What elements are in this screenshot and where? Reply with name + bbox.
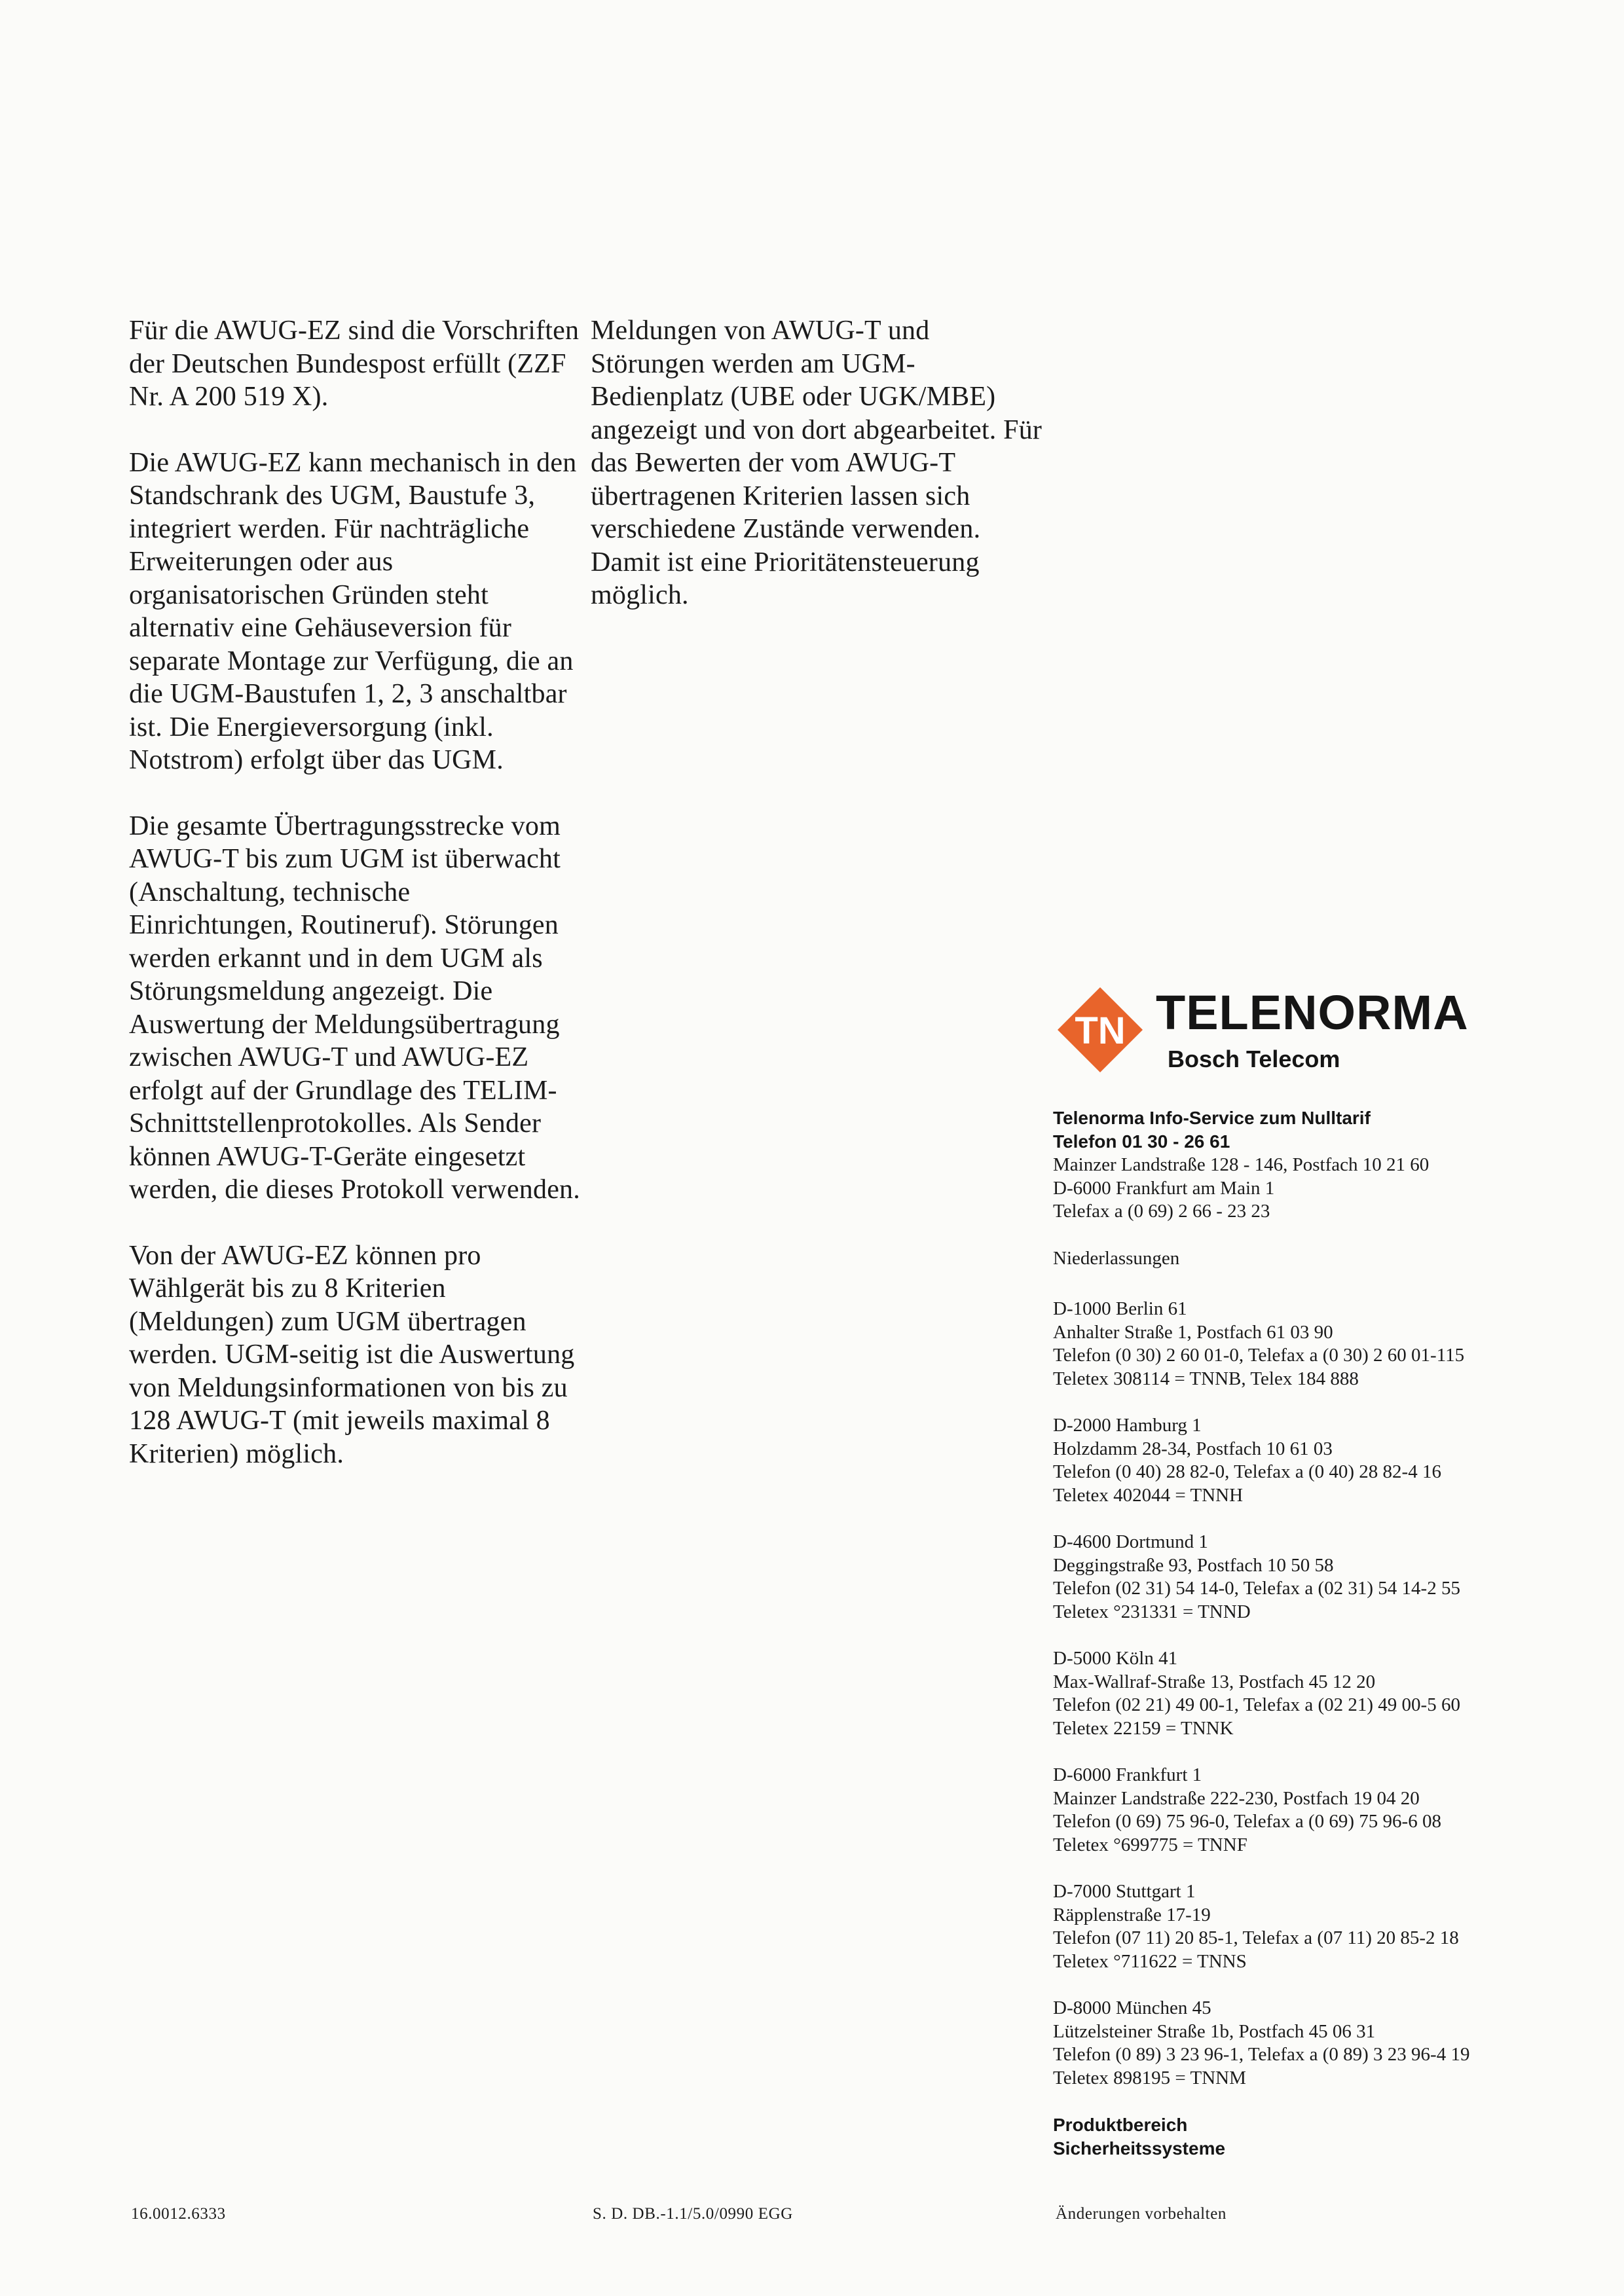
paragraph-meldungen: Meldungen von AWUG-T und Störungen werden am UGM-Bedienplatz (UBE oder UGK/MBE) angezeigt und von dort abgearbeitet. Für das Bewerten der vom AWUG-T übertragenen Kriterien lassen sich verschiedene Zustände verwenden. Damit ist eine Prioritätensteuerung möglich. — [591, 316, 1043, 610]
text-column-right — [591, 314, 1043, 645]
branch-telex: Teletex 402044 = TNNH — [1053, 1484, 1244, 1506]
footer-doc-number: 16.0012.6333 — [131, 2205, 226, 2223]
text-column-left — [129, 314, 581, 1503]
branch-telex: Teletex 898195 = TNNM — [1053, 2067, 1246, 2088]
branch-address: Holzdamm 28-34, Postfach 10 61 03 — [1053, 1438, 1333, 1459]
footer-print-code: S. D. DB.-1.1/5.0/0990 EGG — [593, 2205, 793, 2223]
paragraph-uebertragung: Die gesamte Übertragungsstrecke vom AWUG-T bis zum UGM ist überwacht (Anschaltung, technische Einrichtungen, Routineruf). Störungen werden erkannt und in dem UGM als Störungsmeldung angezeigt. Die Auswertung der Meldungsübertragung zwischen AWUG-T und AWUG-EZ erfolgt auf der Grundlage des TELIM-Schnittstellenprotokolles. Als Sender können AWUG-T-Geräte eingesetzt werden, die dieses Protokoll verwenden. — [129, 811, 580, 1205]
branch-phone: Telefon (07 11) 20 85-1, Telefax a (07 11) 20 85-2 18 — [1053, 1927, 1459, 1948]
branch-telex: Teletex °231331 = TNND — [1053, 1601, 1251, 1622]
branch-phone: Telefon (0 40) 28 82-0, Telefax a (0 40) 28 82-4 16 — [1053, 1461, 1441, 1482]
branch-koeln — [1053, 1647, 1551, 1740]
paragraph-montage: Die AWUG-EZ kann mechanisch in den Standschrank des UGM, Baustufe 3, integriert werden. Für nachträgliche Erweiterungen oder aus organisatorischen Gründen steht alternativ eine Gehäuseversion für separate Montage zur Verfügung, die an die UGM-Baustufen 1, 2, 3 anschaltbar ist. Die Energieversorgung (inkl. Notstrom) erfolgt über das UGM. — [129, 447, 577, 775]
info-service-city: D-6000 Frankfurt am Main 1 — [1053, 1177, 1275, 1199]
paragraph-kriterien: Von der AWUG-EZ können pro Wählgerät bis zu 8 Kriterien (Meldungen) zum UGM übertragen werden. UGM-seitig ist die Auswertung von Meldungsinformationen von bis zu 128 AWUG-T (mit jeweils maximal 8 Kriterien) möglich. — [129, 1240, 575, 1469]
branch-address: Anhalter Straße 1, Postfach 61 03 90 — [1053, 1321, 1333, 1343]
brand-name: TELENORMA — [1156, 985, 1469, 1040]
branch-city: D-4600 Dortmund 1 — [1053, 1531, 1208, 1552]
branch-city: D-6000 Frankfurt 1 — [1053, 1764, 1202, 1785]
telenorma-logo — [1051, 981, 1503, 1079]
branch-phone: Telefon (0 30) 2 60 01-0, Telefax a (0 30) 2 60 01-115 — [1053, 1345, 1465, 1366]
division-line1: Produktbereich — [1053, 2115, 1188, 2135]
branch-city: D-5000 Köln 41 — [1053, 1648, 1178, 1669]
branch-phone: Telefon (02 31) 54 14-0, Telefax a (02 31) 54 14-2 55 — [1053, 1578, 1460, 1599]
branch-frankfurt — [1053, 1764, 1551, 1857]
branch-address: Räpplenstraße 17-19 — [1053, 1904, 1211, 1925]
info-service — [1053, 1106, 1551, 1224]
branch-city: D-2000 Hamburg 1 — [1053, 1415, 1202, 1436]
branch-phone: Telefon (0 69) 75 96-0, Telefax a (0 69) 75 96-6 08 — [1053, 1811, 1441, 1832]
branch-muenchen — [1053, 1997, 1551, 2090]
paragraph-zzf: Für die AWUG-EZ sind die Vorschriften der Deutschen Bundespost erfüllt (ZZF Nr. A 200 519 X). — [129, 316, 580, 412]
branch-city: D-1000 Berlin 61 — [1053, 1298, 1187, 1319]
branch-phone: Telefon (0 89) 3 23 96-1, Telefax a (0 89) 3 23 96-4 19 — [1053, 2044, 1470, 2065]
footer-disclaimer: Änderungen vorbehalten — [1056, 2205, 1227, 2223]
branch-telex: Teletex °699775 = TNNF — [1053, 1834, 1247, 1855]
info-service-title: Telenorma Info-Service zum Nulltarif — [1053, 1108, 1371, 1128]
branch-telex: Teletex 308114 = TNNB, Telex 184 888 — [1053, 1368, 1359, 1389]
branch-hamburg — [1053, 1414, 1551, 1507]
branch-address: Max-Wallraf-Straße 13, Postfach 45 12 20 — [1053, 1671, 1376, 1692]
branch-phone: Telefon (02 21) 49 00-1, Telefax a (02 21) 49 00-5 60 — [1053, 1694, 1460, 1715]
info-service-fax: Telefax a (0 69) 2 66 - 23 23 — [1053, 1201, 1270, 1222]
logo-mark-text: TN — [1075, 1010, 1126, 1052]
contact-block — [1053, 1106, 1551, 2160]
branch-address: Deggingstraße 93, Postfach 10 50 58 — [1053, 1554, 1334, 1576]
brand-subtitle: Bosch Telecom — [1168, 1046, 1340, 1072]
division-label — [1053, 2113, 1551, 2160]
info-service-address: Mainzer Landstraße 128 - 146, Postfach 10 21 60 — [1053, 1154, 1430, 1175]
branch-telex: Teletex 22159 = TNNK — [1053, 1717, 1234, 1739]
branches-heading: Niederlassungen — [1053, 1247, 1180, 1269]
branch-dortmund — [1053, 1531, 1551, 1624]
division-line2: Sicherheitssysteme — [1053, 2138, 1226, 2159]
tn-diamond-icon — [1051, 981, 1149, 1079]
branch-stuttgart — [1053, 1880, 1551, 1973]
branch-address: Lützelsteiner Straße 1b, Postfach 45 06 31 — [1053, 2020, 1376, 2042]
branch-address: Mainzer Landstraße 222-230, Postfach 19 04 20 — [1053, 1787, 1420, 1809]
branch-city: D-8000 München 45 — [1053, 1997, 1211, 2018]
info-service-phone: Telefon 01 30 - 26 61 — [1053, 1131, 1230, 1152]
branch-telex: Teletex °711622 = TNNS — [1053, 1950, 1247, 1972]
branch-city: D-7000 Stuttgart 1 — [1053, 1881, 1196, 1902]
branch-berlin — [1053, 1298, 1551, 1391]
